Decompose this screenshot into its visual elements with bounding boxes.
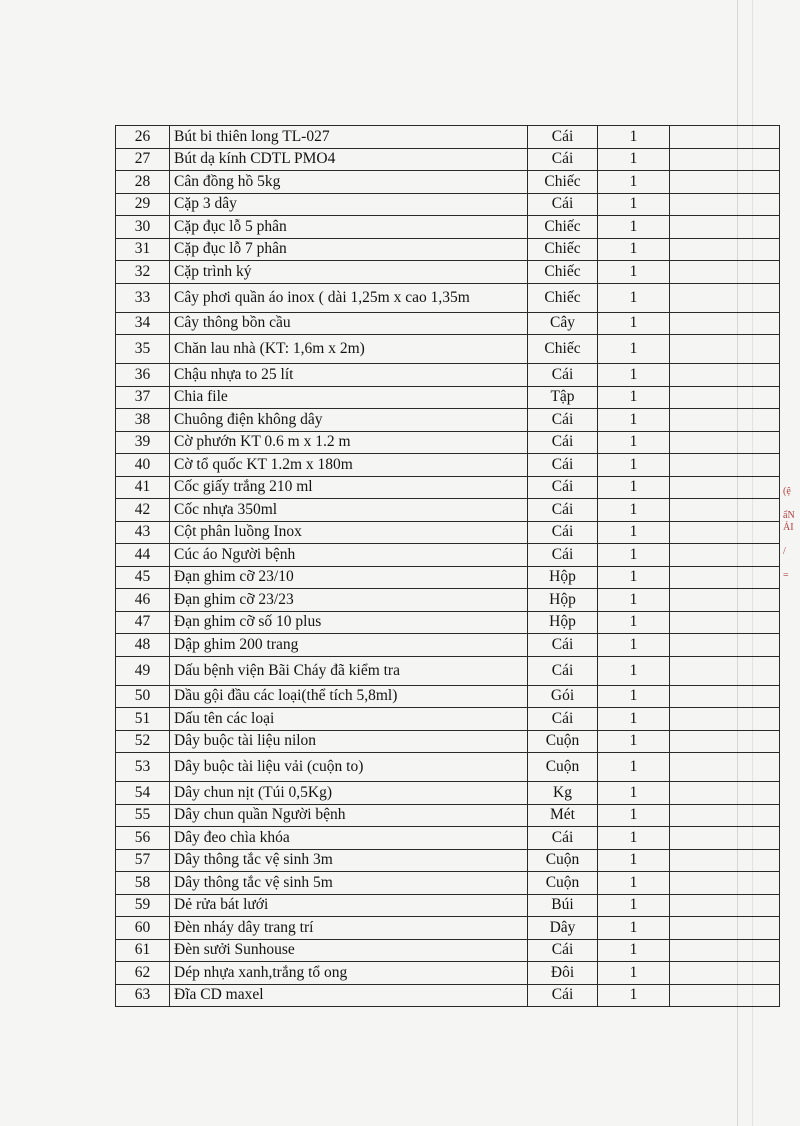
item-name: Dây chun quần Người bệnh <box>170 804 528 827</box>
table-row <box>116 312 780 335</box>
item-note <box>670 849 780 872</box>
item-unit: Mét <box>528 804 598 827</box>
table-row <box>116 611 780 634</box>
item-name: Đèn sưởi Sunhouse <box>170 939 528 962</box>
item-name: Dây thông tắc vệ sinh 3m <box>170 849 528 872</box>
row-number: 45 <box>116 566 170 589</box>
row-number: 27 <box>116 148 170 171</box>
item-note <box>670 454 780 477</box>
row-number: 46 <box>116 589 170 612</box>
item-name: Cân đồng hồ 5kg <box>170 171 528 194</box>
table-row <box>116 804 780 827</box>
item-note <box>670 589 780 612</box>
item-quantity: 1 <box>598 409 670 432</box>
item-name: Dây chun nịt (Túi 0,5Kg) <box>170 782 528 805</box>
item-quantity: 1 <box>598 126 670 149</box>
table-row <box>116 708 780 731</box>
row-number: 60 <box>116 917 170 940</box>
item-quantity: 1 <box>598 917 670 940</box>
item-quantity: 1 <box>598 261 670 284</box>
item-quantity: 1 <box>598 499 670 522</box>
item-note <box>670 939 780 962</box>
item-note <box>670 917 780 940</box>
item-unit: Cái <box>528 544 598 567</box>
table-row <box>116 894 780 917</box>
item-quantity: 1 <box>598 939 670 962</box>
table-row <box>116 171 780 194</box>
item-note <box>670 126 780 149</box>
table-row <box>116 261 780 284</box>
item-note <box>670 409 780 432</box>
table-row <box>116 335 780 364</box>
row-number: 54 <box>116 782 170 805</box>
item-unit: Chiếc <box>528 283 598 312</box>
table-row <box>116 521 780 544</box>
table-row <box>116 126 780 149</box>
row-number: 39 <box>116 431 170 454</box>
item-note <box>670 499 780 522</box>
item-name: Chăn lau nhà (KT: 1,6m x 2m) <box>170 335 528 364</box>
item-quantity: 1 <box>598 708 670 731</box>
item-name: Dập ghim 200 trang <box>170 634 528 657</box>
table-row <box>116 962 780 985</box>
row-number: 32 <box>116 261 170 284</box>
row-number: 30 <box>116 216 170 239</box>
item-quantity: 1 <box>598 894 670 917</box>
item-note <box>670 894 780 917</box>
item-note <box>670 193 780 216</box>
item-note <box>670 730 780 753</box>
table-row <box>116 685 780 708</box>
item-unit: Cái <box>528 364 598 387</box>
row-number: 29 <box>116 193 170 216</box>
item-quantity: 1 <box>598 335 670 364</box>
row-number: 26 <box>116 126 170 149</box>
item-unit: Chiếc <box>528 261 598 284</box>
item-quantity: 1 <box>598 431 670 454</box>
row-number: 47 <box>116 611 170 634</box>
item-unit: Cái <box>528 521 598 544</box>
item-unit: Cuộn <box>528 753 598 782</box>
item-unit: Cái <box>528 984 598 1007</box>
table-row <box>116 476 780 499</box>
item-quantity: 1 <box>598 730 670 753</box>
row-number: 49 <box>116 656 170 685</box>
table-row <box>116 386 780 409</box>
item-quantity: 1 <box>598 544 670 567</box>
item-quantity: 1 <box>598 753 670 782</box>
item-name: Bút bi thiên long TL-027 <box>170 126 528 149</box>
item-unit: Cái <box>528 634 598 657</box>
row-number: 41 <box>116 476 170 499</box>
item-name: Cây thông bồn cầu <box>170 312 528 335</box>
item-unit: Cái <box>528 939 598 962</box>
row-number: 40 <box>116 454 170 477</box>
item-unit: Cây <box>528 312 598 335</box>
table-row <box>116 409 780 432</box>
item-unit: Tập <box>528 386 598 409</box>
item-note <box>670 521 780 544</box>
table-row <box>116 634 780 657</box>
item-name: Cặp trình ký <box>170 261 528 284</box>
row-number: 62 <box>116 962 170 985</box>
items-table <box>115 125 780 1007</box>
item-unit: Chiếc <box>528 335 598 364</box>
item-quantity: 1 <box>598 566 670 589</box>
item-unit: Cái <box>528 656 598 685</box>
item-name: Dây thông tắc vệ sinh 5m <box>170 872 528 895</box>
item-quantity: 1 <box>598 521 670 544</box>
item-note <box>670 753 780 782</box>
item-note <box>670 544 780 567</box>
table-row <box>116 730 780 753</box>
item-unit: Hộp <box>528 589 598 612</box>
item-note <box>670 238 780 261</box>
item-unit: Cái <box>528 476 598 499</box>
item-name: Cặp đục lỗ 5 phân <box>170 216 528 239</box>
item-name: Đạn ghim cỡ số 10 plus <box>170 611 528 634</box>
item-name: Cây phơi quần áo inox ( dài 1,25m x cao 1,35m <box>170 283 528 312</box>
table-row <box>116 431 780 454</box>
item-unit: Cái <box>528 193 598 216</box>
item-note <box>670 476 780 499</box>
item-quantity: 1 <box>598 611 670 634</box>
table-row <box>116 148 780 171</box>
row-number: 48 <box>116 634 170 657</box>
item-quantity: 1 <box>598 454 670 477</box>
item-note <box>670 171 780 194</box>
item-quantity: 1 <box>598 193 670 216</box>
item-quantity: 1 <box>598 872 670 895</box>
item-note <box>670 261 780 284</box>
table-row <box>116 782 780 805</box>
row-number: 63 <box>116 984 170 1007</box>
item-note <box>670 364 780 387</box>
table-row <box>116 849 780 872</box>
row-number: 58 <box>116 872 170 895</box>
item-unit: Búi <box>528 894 598 917</box>
table-row <box>116 917 780 940</box>
item-quantity: 1 <box>598 364 670 387</box>
table-row <box>116 193 780 216</box>
table-row <box>116 984 780 1007</box>
item-name: Cốc nhựa 350ml <box>170 499 528 522</box>
item-note <box>670 335 780 364</box>
item-quantity: 1 <box>598 804 670 827</box>
item-note <box>670 283 780 312</box>
item-unit: Đôi <box>528 962 598 985</box>
row-number: 55 <box>116 804 170 827</box>
item-quantity: 1 <box>598 171 670 194</box>
item-unit: Chiếc <box>528 171 598 194</box>
item-name: Chậu nhựa to 25 lít <box>170 364 528 387</box>
row-number: 43 <box>116 521 170 544</box>
item-name: Dây buộc tài liệu nilon <box>170 730 528 753</box>
row-number: 28 <box>116 171 170 194</box>
item-name: Đạn ghim cỡ 23/23 <box>170 589 528 612</box>
item-name: Dầu gội đầu các loại(thể tích 5,8ml) <box>170 685 528 708</box>
row-number: 52 <box>116 730 170 753</box>
item-quantity: 1 <box>598 656 670 685</box>
item-note <box>670 611 780 634</box>
item-quantity: 1 <box>598 849 670 872</box>
item-unit: Hộp <box>528 611 598 634</box>
table-row <box>116 939 780 962</box>
row-number: 37 <box>116 386 170 409</box>
item-name: Cốc giấy trắng 210 ml <box>170 476 528 499</box>
table-row <box>116 827 780 850</box>
items-table-body <box>116 126 780 1007</box>
item-note <box>670 312 780 335</box>
item-name: Cặp 3 dây <box>170 193 528 216</box>
table-row <box>116 216 780 239</box>
item-quantity: 1 <box>598 148 670 171</box>
item-unit: Chiếc <box>528 216 598 239</box>
item-name: Cờ tổ quốc KT 1.2m x 180m <box>170 454 528 477</box>
table-row <box>116 589 780 612</box>
item-note <box>670 386 780 409</box>
item-quantity: 1 <box>598 827 670 850</box>
item-name: Dẻ rửa bát lưới <box>170 894 528 917</box>
table-row <box>116 656 780 685</box>
item-name: Dấu tên các loại <box>170 708 528 731</box>
item-unit: Kg <box>528 782 598 805</box>
table-row <box>116 454 780 477</box>
item-unit: Cuộn <box>528 872 598 895</box>
item-quantity: 1 <box>598 984 670 1007</box>
item-name: Dấu bệnh viện Bãi Cháy đã kiểm tra <box>170 656 528 685</box>
row-number: 44 <box>116 544 170 567</box>
item-note <box>670 656 780 685</box>
table-row <box>116 544 780 567</box>
item-unit: Gói <box>528 685 598 708</box>
item-name: Cờ phướn KT 0.6 m x 1.2 m <box>170 431 528 454</box>
item-quantity: 1 <box>598 476 670 499</box>
item-quantity: 1 <box>598 962 670 985</box>
row-number: 31 <box>116 238 170 261</box>
item-note <box>670 148 780 171</box>
item-note <box>670 216 780 239</box>
item-unit: Dây <box>528 917 598 940</box>
item-name: Đĩa CD maxel <box>170 984 528 1007</box>
row-number: 53 <box>116 753 170 782</box>
item-quantity: 1 <box>598 312 670 335</box>
item-note <box>670 708 780 731</box>
table-row <box>116 566 780 589</box>
item-note <box>670 804 780 827</box>
item-note <box>670 634 780 657</box>
item-name: Bút dạ kính CDTL PMO4 <box>170 148 528 171</box>
item-note <box>670 431 780 454</box>
item-unit: Cái <box>528 827 598 850</box>
item-name: Dây buộc tài liệu vải (cuộn to) <box>170 753 528 782</box>
table-row <box>116 238 780 261</box>
item-name: Đèn nháy dây trang trí <box>170 917 528 940</box>
item-name: Chuông điện không dây <box>170 409 528 432</box>
item-quantity: 1 <box>598 238 670 261</box>
table-row <box>116 283 780 312</box>
row-number: 61 <box>116 939 170 962</box>
row-number: 36 <box>116 364 170 387</box>
item-name: Đạn ghim cỡ 23/10 <box>170 566 528 589</box>
row-number: 42 <box>116 499 170 522</box>
item-name: Cúc áo Người bệnh <box>170 544 528 567</box>
item-quantity: 1 <box>598 782 670 805</box>
item-unit: Cái <box>528 499 598 522</box>
row-number: 51 <box>116 708 170 731</box>
item-unit: Cái <box>528 431 598 454</box>
item-quantity: 1 <box>598 283 670 312</box>
row-number: 59 <box>116 894 170 917</box>
row-number: 38 <box>116 409 170 432</box>
item-unit: Cái <box>528 708 598 731</box>
item-quantity: 1 <box>598 589 670 612</box>
item-quantity: 1 <box>598 634 670 657</box>
item-unit: Cuộn <box>528 849 598 872</box>
item-unit: Cái <box>528 126 598 149</box>
item-unit: Cuộn <box>528 730 598 753</box>
item-name: Dây đeo chìa khóa <box>170 827 528 850</box>
item-note <box>670 782 780 805</box>
item-name: Dép nhựa xanh,trắng tổ ong <box>170 962 528 985</box>
item-name: Chia file <box>170 386 528 409</box>
item-note <box>670 827 780 850</box>
item-unit: Cái <box>528 409 598 432</box>
row-number: 50 <box>116 685 170 708</box>
table-row <box>116 364 780 387</box>
item-unit: Hộp <box>528 566 598 589</box>
item-unit: Cái <box>528 148 598 171</box>
item-quantity: 1 <box>598 685 670 708</box>
item-unit: Cái <box>528 454 598 477</box>
item-note <box>670 984 780 1007</box>
row-number: 56 <box>116 827 170 850</box>
item-unit: Chiếc <box>528 238 598 261</box>
table-row <box>116 872 780 895</box>
item-note <box>670 962 780 985</box>
row-number: 57 <box>116 849 170 872</box>
row-number: 33 <box>116 283 170 312</box>
table-row <box>116 753 780 782</box>
row-number: 34 <box>116 312 170 335</box>
row-number: 35 <box>116 335 170 364</box>
item-quantity: 1 <box>598 216 670 239</box>
margin-stamp-mark: (ệ ẩN ẢI / = <box>783 486 795 581</box>
item-name: Cột phân luồng Inox <box>170 521 528 544</box>
item-note <box>670 872 780 895</box>
item-note <box>670 685 780 708</box>
item-name: Cặp đục lỗ 7 phân <box>170 238 528 261</box>
item-quantity: 1 <box>598 386 670 409</box>
table-row <box>116 499 780 522</box>
item-note <box>670 566 780 589</box>
